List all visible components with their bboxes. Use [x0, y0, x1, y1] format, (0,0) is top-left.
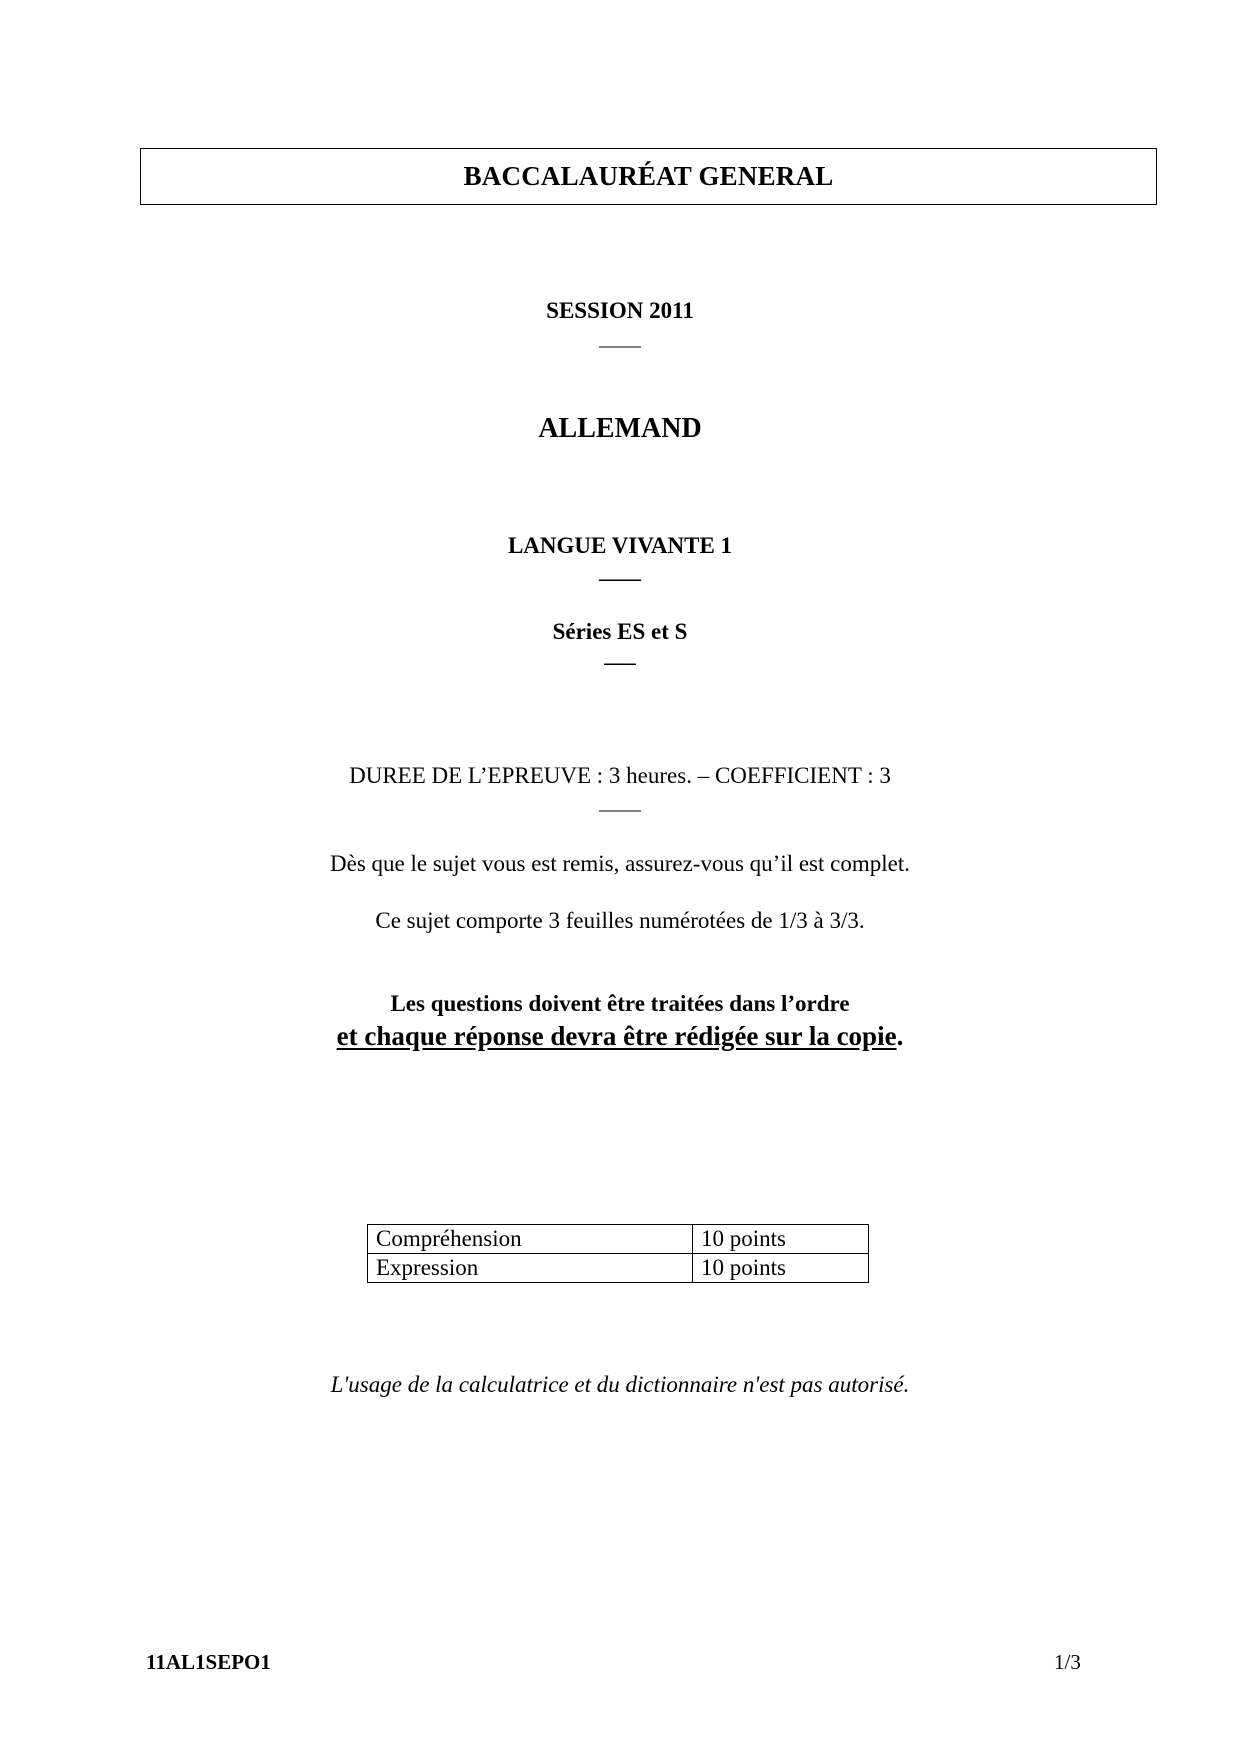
answer-instruction-underlined: et chaque réponse devra être rédigée sur la copie — [336, 1021, 897, 1051]
scoring-table — [367, 1224, 869, 1283]
session-label: SESSION 2011 — [546, 298, 694, 323]
series-label: Séries ES et S — [552, 619, 688, 644]
footer-code: 11AL1SEPO1 — [146, 1650, 271, 1674]
scoring-points: 10 points — [693, 1225, 869, 1254]
answer-instruction-period: . — [896, 1021, 904, 1051]
answer-instruction — [0, 1021, 1240, 1052]
duration-coefficient: DUREE DE L’EPREUVE : 3 heures. – COEFFICIENT : 3 — [349, 763, 891, 788]
order-instruction: Les questions doivent être traitées dans l’ordre — [390, 991, 850, 1016]
completeness-instruction: Dès que le sujet vous est remis, assurez-vous qu’il est complet. — [330, 851, 910, 876]
scoring-section: Compréhension — [368, 1225, 693, 1254]
scoring-section: Expression — [368, 1254, 693, 1283]
page-count-instruction: Ce sujet comporte 3 feuilles numérotées de 1/3 à 3/3. — [375, 908, 865, 933]
table-row — [368, 1254, 869, 1283]
language-label: LANGUE VIVANTE 1 — [507, 533, 733, 558]
exam-title-box — [140, 148, 1157, 205]
language-separator: —— — [599, 566, 641, 590]
session-separator: —— — [599, 333, 641, 357]
calculator-notice: L'usage de la calculatrice et du dictionnaire n'est pas autorisé. — [330, 1372, 910, 1397]
series-separator: —– — [604, 650, 636, 674]
exam-title: BACCALAURÉAT GENERAL — [463, 161, 834, 191]
scoring-points: 10 points — [693, 1254, 869, 1283]
table-row — [368, 1225, 869, 1254]
subject-name: ALLEMAND — [538, 413, 702, 444]
duration-separator: —— — [599, 797, 641, 821]
footer-page-number: 1/3 — [1054, 1650, 1081, 1674]
